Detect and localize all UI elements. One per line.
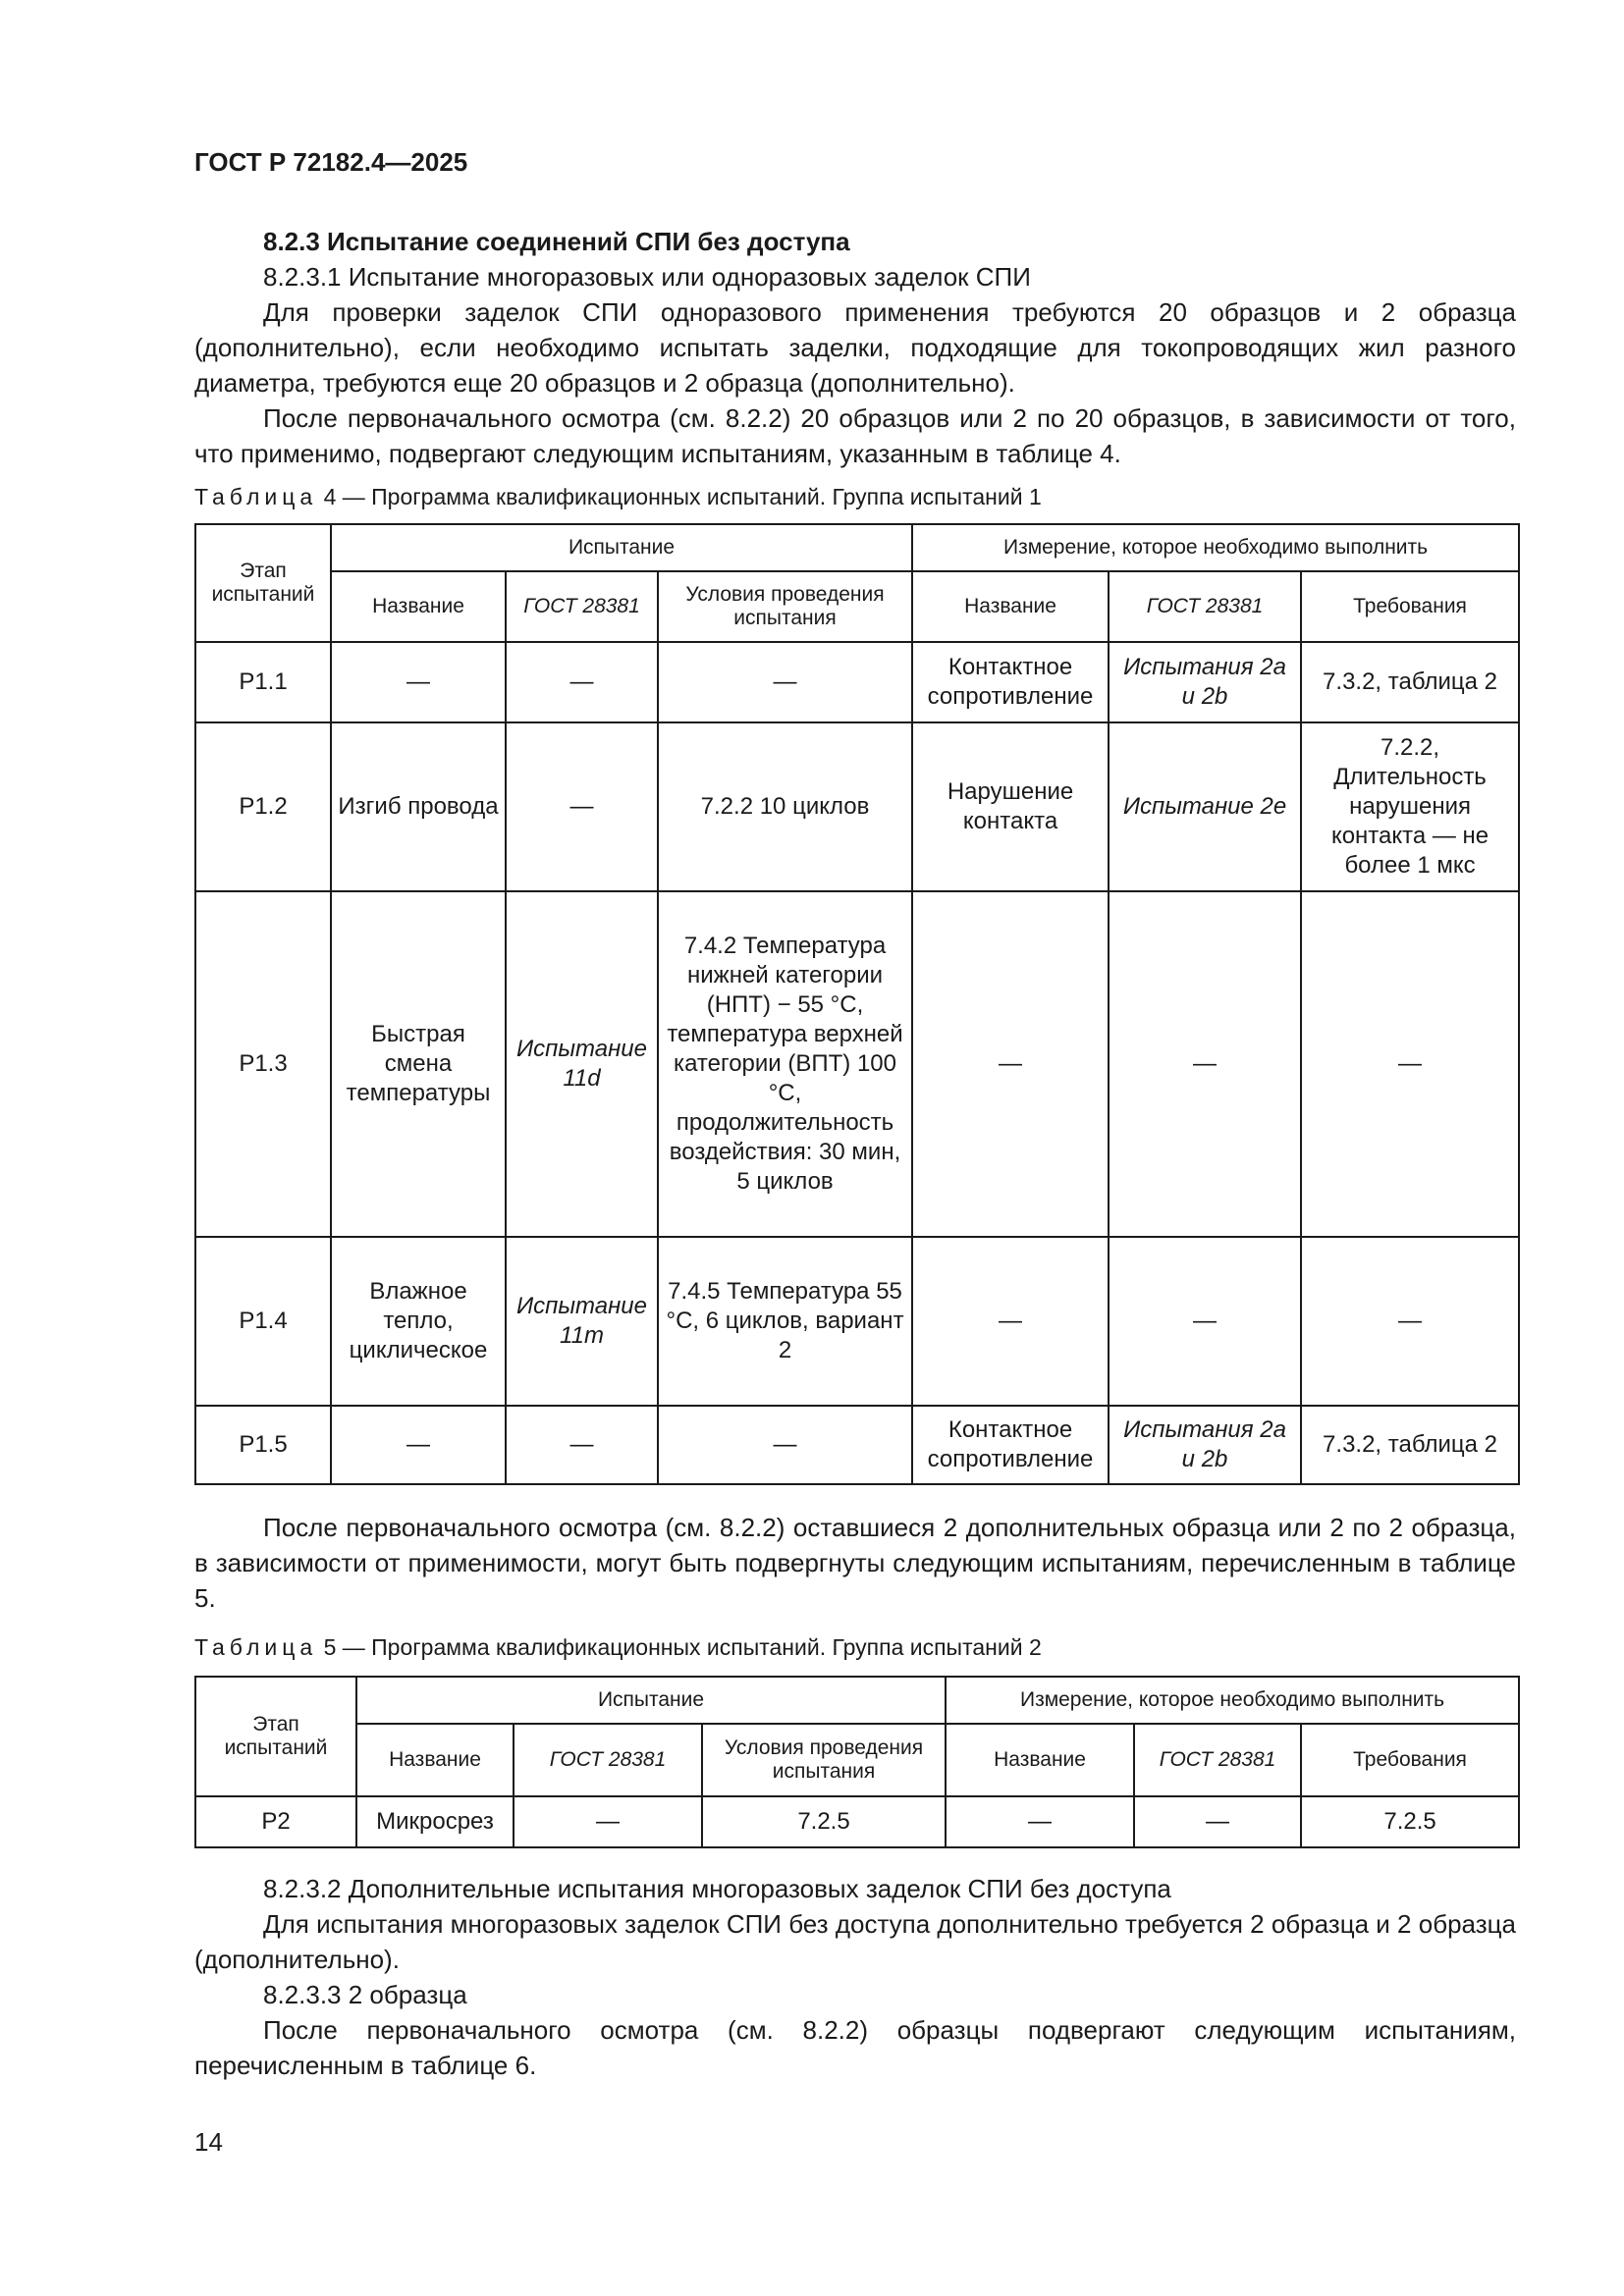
cell-gost: — (514, 1796, 702, 1847)
cell-requirements: 7.2.5 (1301, 1796, 1519, 1847)
cell-gost: — (506, 722, 658, 891)
document-code: ГОСТ Р 72182.4—2025 (194, 147, 468, 177)
cell-stage: P2 (195, 1796, 356, 1847)
cell-gost: Испытание 11m (506, 1237, 658, 1406)
cell-measure-name: Контактное сопротивление (912, 642, 1109, 722)
cell-measure-gost: Испытания 2a и 2b (1109, 642, 1301, 722)
cell-conditions: 7.4.2 Температура нижней категории (НПТ) − 55 °C, температура верхней категории (ВПТ) 100 °C, продолжительность воздействия: 30 мин, 5 циклов (658, 891, 912, 1237)
caption-label: Таблица (194, 484, 318, 509)
paragraph: Для проверки заделок СПИ одноразового применения требуются 20 образцов и 2 образца (дополнительно), если необходимо испытать заделки, подходящие для токопроводящих жил разного диаметра, требуются еще 20 образцов и 2 образца (дополнительно). (194, 297, 1516, 398)
cell-stage: P1.4 (195, 1237, 331, 1406)
subsection-heading: 8.2.3.2 Дополнительные испытания многоразовых заделок СПИ без доступа (263, 1874, 1171, 1903)
paragraph: После первоначального осмотра (см. 8.2.2) 20 образцов или 2 по 20 образцов, в зависимости от того, что применимо, подвергают следующим испытаниям, указанным в таблице 4. (194, 403, 1516, 468)
page-number: 14 (194, 2127, 223, 2157)
table-row (195, 891, 1519, 1237)
table-row (195, 722, 1519, 891)
header-gost: ГОСТ 28381 (506, 571, 658, 642)
table-row (195, 1406, 1519, 1484)
cell-stage: P1.5 (195, 1406, 331, 1484)
header-name: Название (356, 1724, 514, 1796)
cell-measure-name: — (912, 1237, 1109, 1406)
paragraph: После первоначального осмотра (см. 8.2.2) образцы подвергают следующим испытаниям, перечисленным в таблице 6. (194, 2015, 1516, 2080)
header-measure-gost: ГОСТ 28381 (1134, 1724, 1301, 1796)
header-requirements: Требования (1301, 1724, 1519, 1796)
cell-name: Микросрез (356, 1796, 514, 1847)
cell-conditions: — (658, 642, 912, 722)
subsection-heading: 8.2.3.3 2 образца (263, 1980, 467, 2009)
paragraph: После первоначального осмотра (см. 8.2.2) оставшиеся 2 дополнительных образца или 2 по 2 образца, в зависимости от применимости, могут быть подвергнуты следующим испытаниям, перечисленным в таблице 5. (194, 1513, 1516, 1613)
cell-stage: P1.3 (195, 891, 331, 1237)
cell-measure-name: Контактное сопротивление (912, 1406, 1109, 1484)
cell-name: Изгиб провода (331, 722, 506, 891)
table-4 (194, 523, 1520, 1485)
paragraph: Для испытания многоразовых заделок СПИ без доступа дополнительно требуется 2 образца и 2 образца (дополнительно). (194, 1909, 1516, 1974)
cell-measure-gost: Испытания 2a и 2b (1109, 1406, 1301, 1484)
cell-measure-gost: Испытание 2e (1109, 722, 1301, 891)
cell-name: Быстрая смена температуры (331, 891, 506, 1237)
header-stage: Этап испытаний (195, 524, 331, 642)
cell-stage: P1.2 (195, 722, 331, 891)
header-measure-group: Измерение, которое необходимо выполнить (946, 1677, 1519, 1724)
cell-conditions: — (658, 1406, 912, 1484)
table-row (195, 1796, 1519, 1847)
paragraph-block (194, 1510, 1516, 1616)
header-conditions: Условия проведения испытания (658, 571, 912, 642)
header-measure-gost: ГОСТ 28381 (1109, 571, 1301, 642)
caption-text: 5 — Программа квалификационных испытаний. Группа испытаний 2 (323, 1634, 1042, 1660)
cell-requirements: 7.3.2, таблица 2 (1301, 1406, 1519, 1484)
cell-measure-gost: — (1134, 1796, 1301, 1847)
cell-gost: Испытание 11d (506, 891, 658, 1237)
cell-requirements: — (1301, 891, 1519, 1237)
cell-gost: — (506, 642, 658, 722)
cell-name: Влажное тепло, циклическое (331, 1237, 506, 1406)
cell-conditions: 7.4.5 Температура 55 °C, 6 циклов, вариант 2 (658, 1237, 912, 1406)
header-test-group: Испытание (356, 1677, 946, 1724)
caption-text: 4 — Программа квалификационных испытаний. Группа испытаний 1 (323, 484, 1042, 509)
caption-label: Таблица (194, 1634, 318, 1660)
cell-measure-name: Нарушение контакта (912, 722, 1109, 891)
cell-measure-gost: — (1109, 1237, 1301, 1406)
header-measure-name: Название (912, 571, 1109, 642)
header-conditions: Условия проведения испытания (702, 1724, 946, 1796)
cell-conditions: 7.2.5 (702, 1796, 946, 1847)
cell-requirements: 7.3.2, таблица 2 (1301, 642, 1519, 722)
table-4-caption (194, 484, 1042, 510)
header-measure-group: Измерение, которое необходимо выполнить (912, 524, 1519, 571)
cell-requirements: — (1301, 1237, 1519, 1406)
section-8-2-3-2 (194, 1871, 1516, 2083)
cell-gost: — (506, 1406, 658, 1484)
header-requirements: Требования (1301, 571, 1519, 642)
cell-stage: P1.1 (195, 642, 331, 722)
cell-measure-name: — (912, 891, 1109, 1237)
table-row (195, 642, 1519, 722)
cell-requirements: 7.2.2, Длительность нарушения контакта — не более 1 мкс (1301, 722, 1519, 891)
header-gost: ГОСТ 28381 (514, 1724, 702, 1796)
header-name: Название (331, 571, 506, 642)
cell-conditions: 7.2.2 10 циклов (658, 722, 912, 891)
cell-name: — (331, 642, 506, 722)
table-5 (194, 1676, 1520, 1848)
subsection-heading: 8.2.3.1 Испытание многоразовых или одноразовых заделок СПИ (263, 262, 1031, 292)
table-5-caption (194, 1634, 1042, 1661)
cell-measure-name: — (946, 1796, 1134, 1847)
header-measure-name: Название (946, 1724, 1134, 1796)
cell-measure-gost: — (1109, 891, 1301, 1237)
header-test-group: Испытание (331, 524, 912, 571)
table-row (195, 1237, 1519, 1406)
header-stage: Этап испытаний (195, 1677, 356, 1796)
section-8-2-3 (194, 224, 1516, 471)
section-heading: 8.2.3 Испытание соединений СПИ без доступа (263, 227, 850, 256)
cell-name: — (331, 1406, 506, 1484)
